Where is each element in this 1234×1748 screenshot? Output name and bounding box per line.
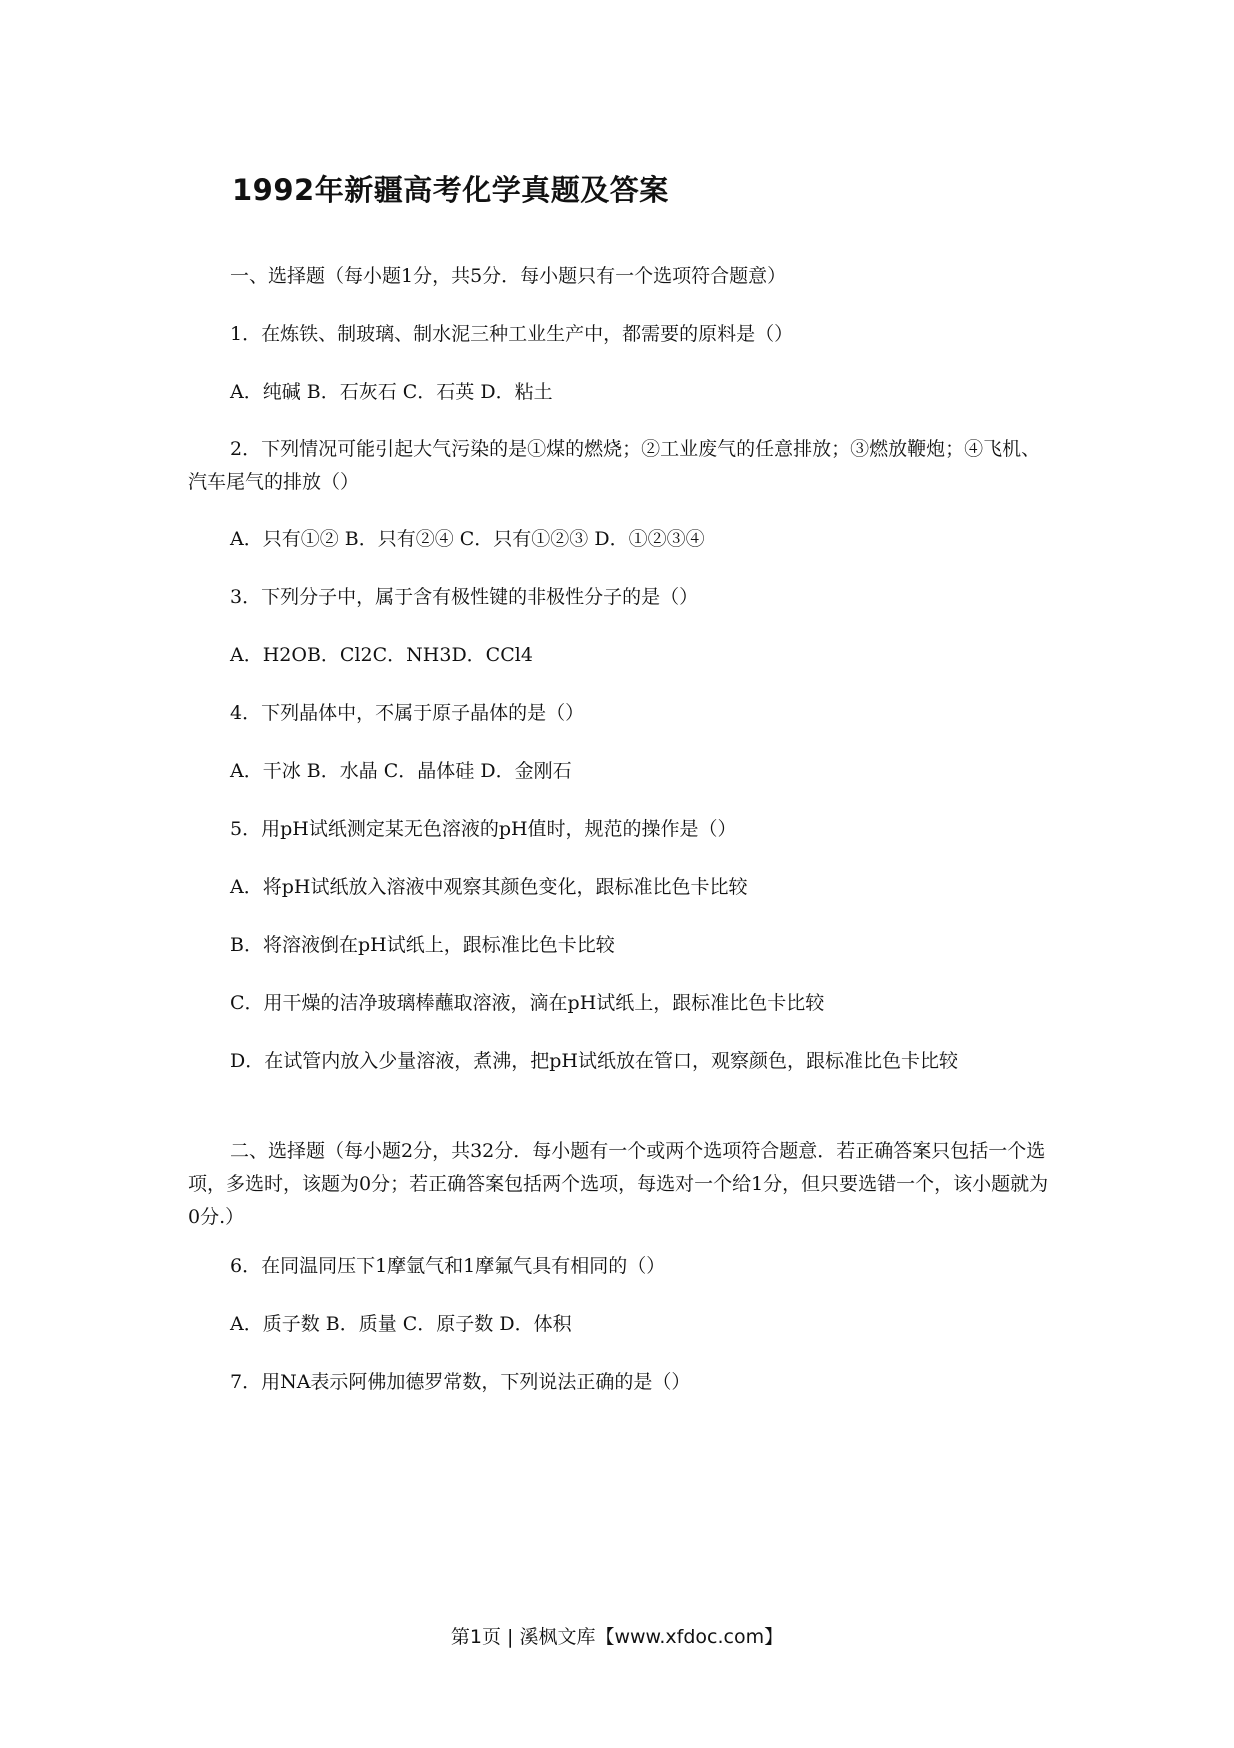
question-paragraph: 7．用NA表示阿佛加德罗常数，下列说法正确的是（） [230, 1371, 691, 1393]
option-paragraph: A．H2OB．Cl2C．NH3D．CCl4 [230, 644, 533, 666]
option-paragraph: A．将pH试纸放入溶液中观察其颜色变化，跟标准比色卡比较 [230, 876, 748, 898]
option-paragraph: A．纯碱 B．石灰石 C．石英 D．粘土 [230, 381, 553, 403]
question-paragraph: 1．在炼铁、制玻璃、制水泥三种工业生产中，都需要的原料是（） [230, 323, 794, 345]
question-paragraph: 2．下列情况可能引起大气污染的是①煤的燃烧；②工业废气的任意排放；③燃放鞭炮；④飞机、汽车尾气的排放（） [188, 438, 1041, 493]
question-paragraph: 6．在同温同压下1摩氩气和1摩氟气具有相同的（） [230, 1255, 666, 1277]
option-paragraph: A．质子数 B．质量 C．原子数 D．体积 [230, 1313, 572, 1335]
question-paragraph: 5．用pH试纸测定某无色溶液的pH值时，规范的操作是（） [230, 818, 737, 840]
option-paragraph: A．干冰 B．水晶 C．晶体硅 D．金刚石 [230, 760, 572, 782]
section-heading: 二、选择题（每小题2分，共32分．每小题有一个或两个选项符合题意．若正确答案只包括一个选项，多选时，该题为0分；若正确答案包括两个选项，每选对一个给1分，但只要选错一个，该小题就为0分.） [188, 1140, 1049, 1228]
option-paragraph: D．在试管内放入少量溶液，煮沸，把pH试纸放在管口，观察颜色，跟标准比色卡比较 [230, 1050, 958, 1072]
question-paragraph: 4．下列晶体中，不属于原子晶体的是（） [230, 702, 585, 724]
option-paragraph: A．只有①② B．只有②④ C．只有①②③ D．①②③④ [230, 528, 705, 550]
question-paragraph: 3．下列分子中，属于含有极性键的非极性分子的是（） [230, 586, 699, 608]
option-paragraph: C．用干燥的洁净玻璃棒蘸取溶液，滴在pH试纸上，跟标准比色卡比较 [230, 992, 825, 1014]
page-title: 1992年新疆高考化学真题及答案 [232, 173, 669, 207]
page-footer: 第1页 | 溪枫文库【www.xfdoc.com】 [450, 1626, 784, 1648]
option-paragraph: B．将溶液倒在pH试纸上，跟标准比色卡比较 [230, 934, 615, 956]
section-heading: 一、选择题（每小题1分，共5分．每小题只有一个选项符合题意） [230, 265, 787, 287]
